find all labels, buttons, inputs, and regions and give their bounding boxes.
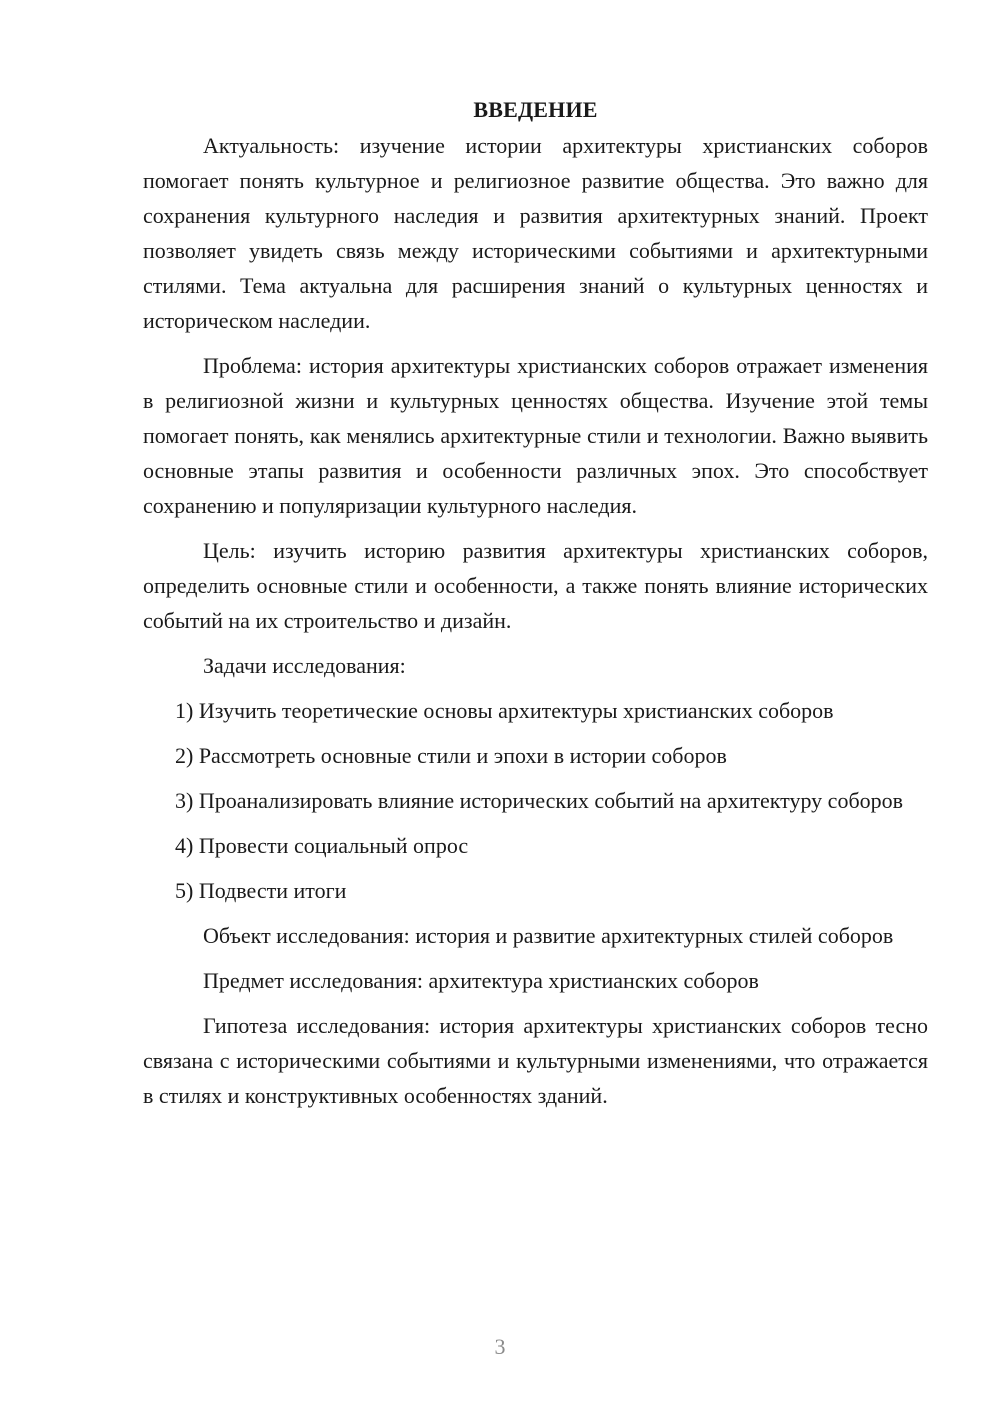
paragraph-problem: Проблема: история архитектуры христианских соборов отражает изменения в религиозной жизни и культурных ценностях общества. Изучение этой темы помогает понять, как менялись архитектурные стили и технологии. Важно выявить основные этапы развития и особенности различных эпох. Это способствует сохранению и популяризации культурного наследия. bbox=[143, 353, 928, 518]
paragraph-relevance: Актуальность: изучение истории архитектуры христианских соборов помогает понять культурное и религиозное развитие общества. Это важно для сохранения культурного наследия и развития архитектурных знаний. Проект позволяет увидеть связь между историческими событиями и архитектурными стилями. Тема актуальна для расширения знаний о культурных ценностях и историческом наследии. bbox=[143, 133, 928, 333]
task-item-2: 2) Рассмотреть основные стили и эпохи в истории соборов bbox=[175, 743, 727, 768]
task-item-3: 3) Проанализировать влияние исторических событий на архитектуру соборов bbox=[175, 788, 904, 813]
paragraph-object: Объект исследования: история и развитие архитектурных стилей соборов bbox=[203, 923, 894, 948]
paragraph-subject: Предмет исследования: архитектура христианских соборов bbox=[203, 968, 759, 993]
task-item-5: 5) Подвести итоги bbox=[175, 878, 347, 903]
paragraph-hypothesis: Гипотеза исследования: история архитектуры христианских соборов тесно связана с историческими событиями и культурными изменениями, что отражается в стилях и конструктивных особенностях зданий. bbox=[143, 1013, 928, 1108]
paragraph-goal: Цель: изучить историю развития архитектуры христианских соборов, определить основные стили и особенности, а также понять влияние исторических событий на их строительство и дизайн. bbox=[143, 538, 928, 633]
section-title: ВВЕДЕНИЕ bbox=[473, 97, 598, 122]
document-page bbox=[143, 94, 928, 1123]
page-number: 3 bbox=[494, 1334, 506, 1359]
task-item-1: 1) Изучить теоретические основы архитектуры христианских соборов bbox=[175, 698, 834, 723]
tasks-heading: Задачи исследования: bbox=[203, 653, 406, 678]
task-item-4: 4) Провести социальный опрос bbox=[175, 833, 469, 858]
